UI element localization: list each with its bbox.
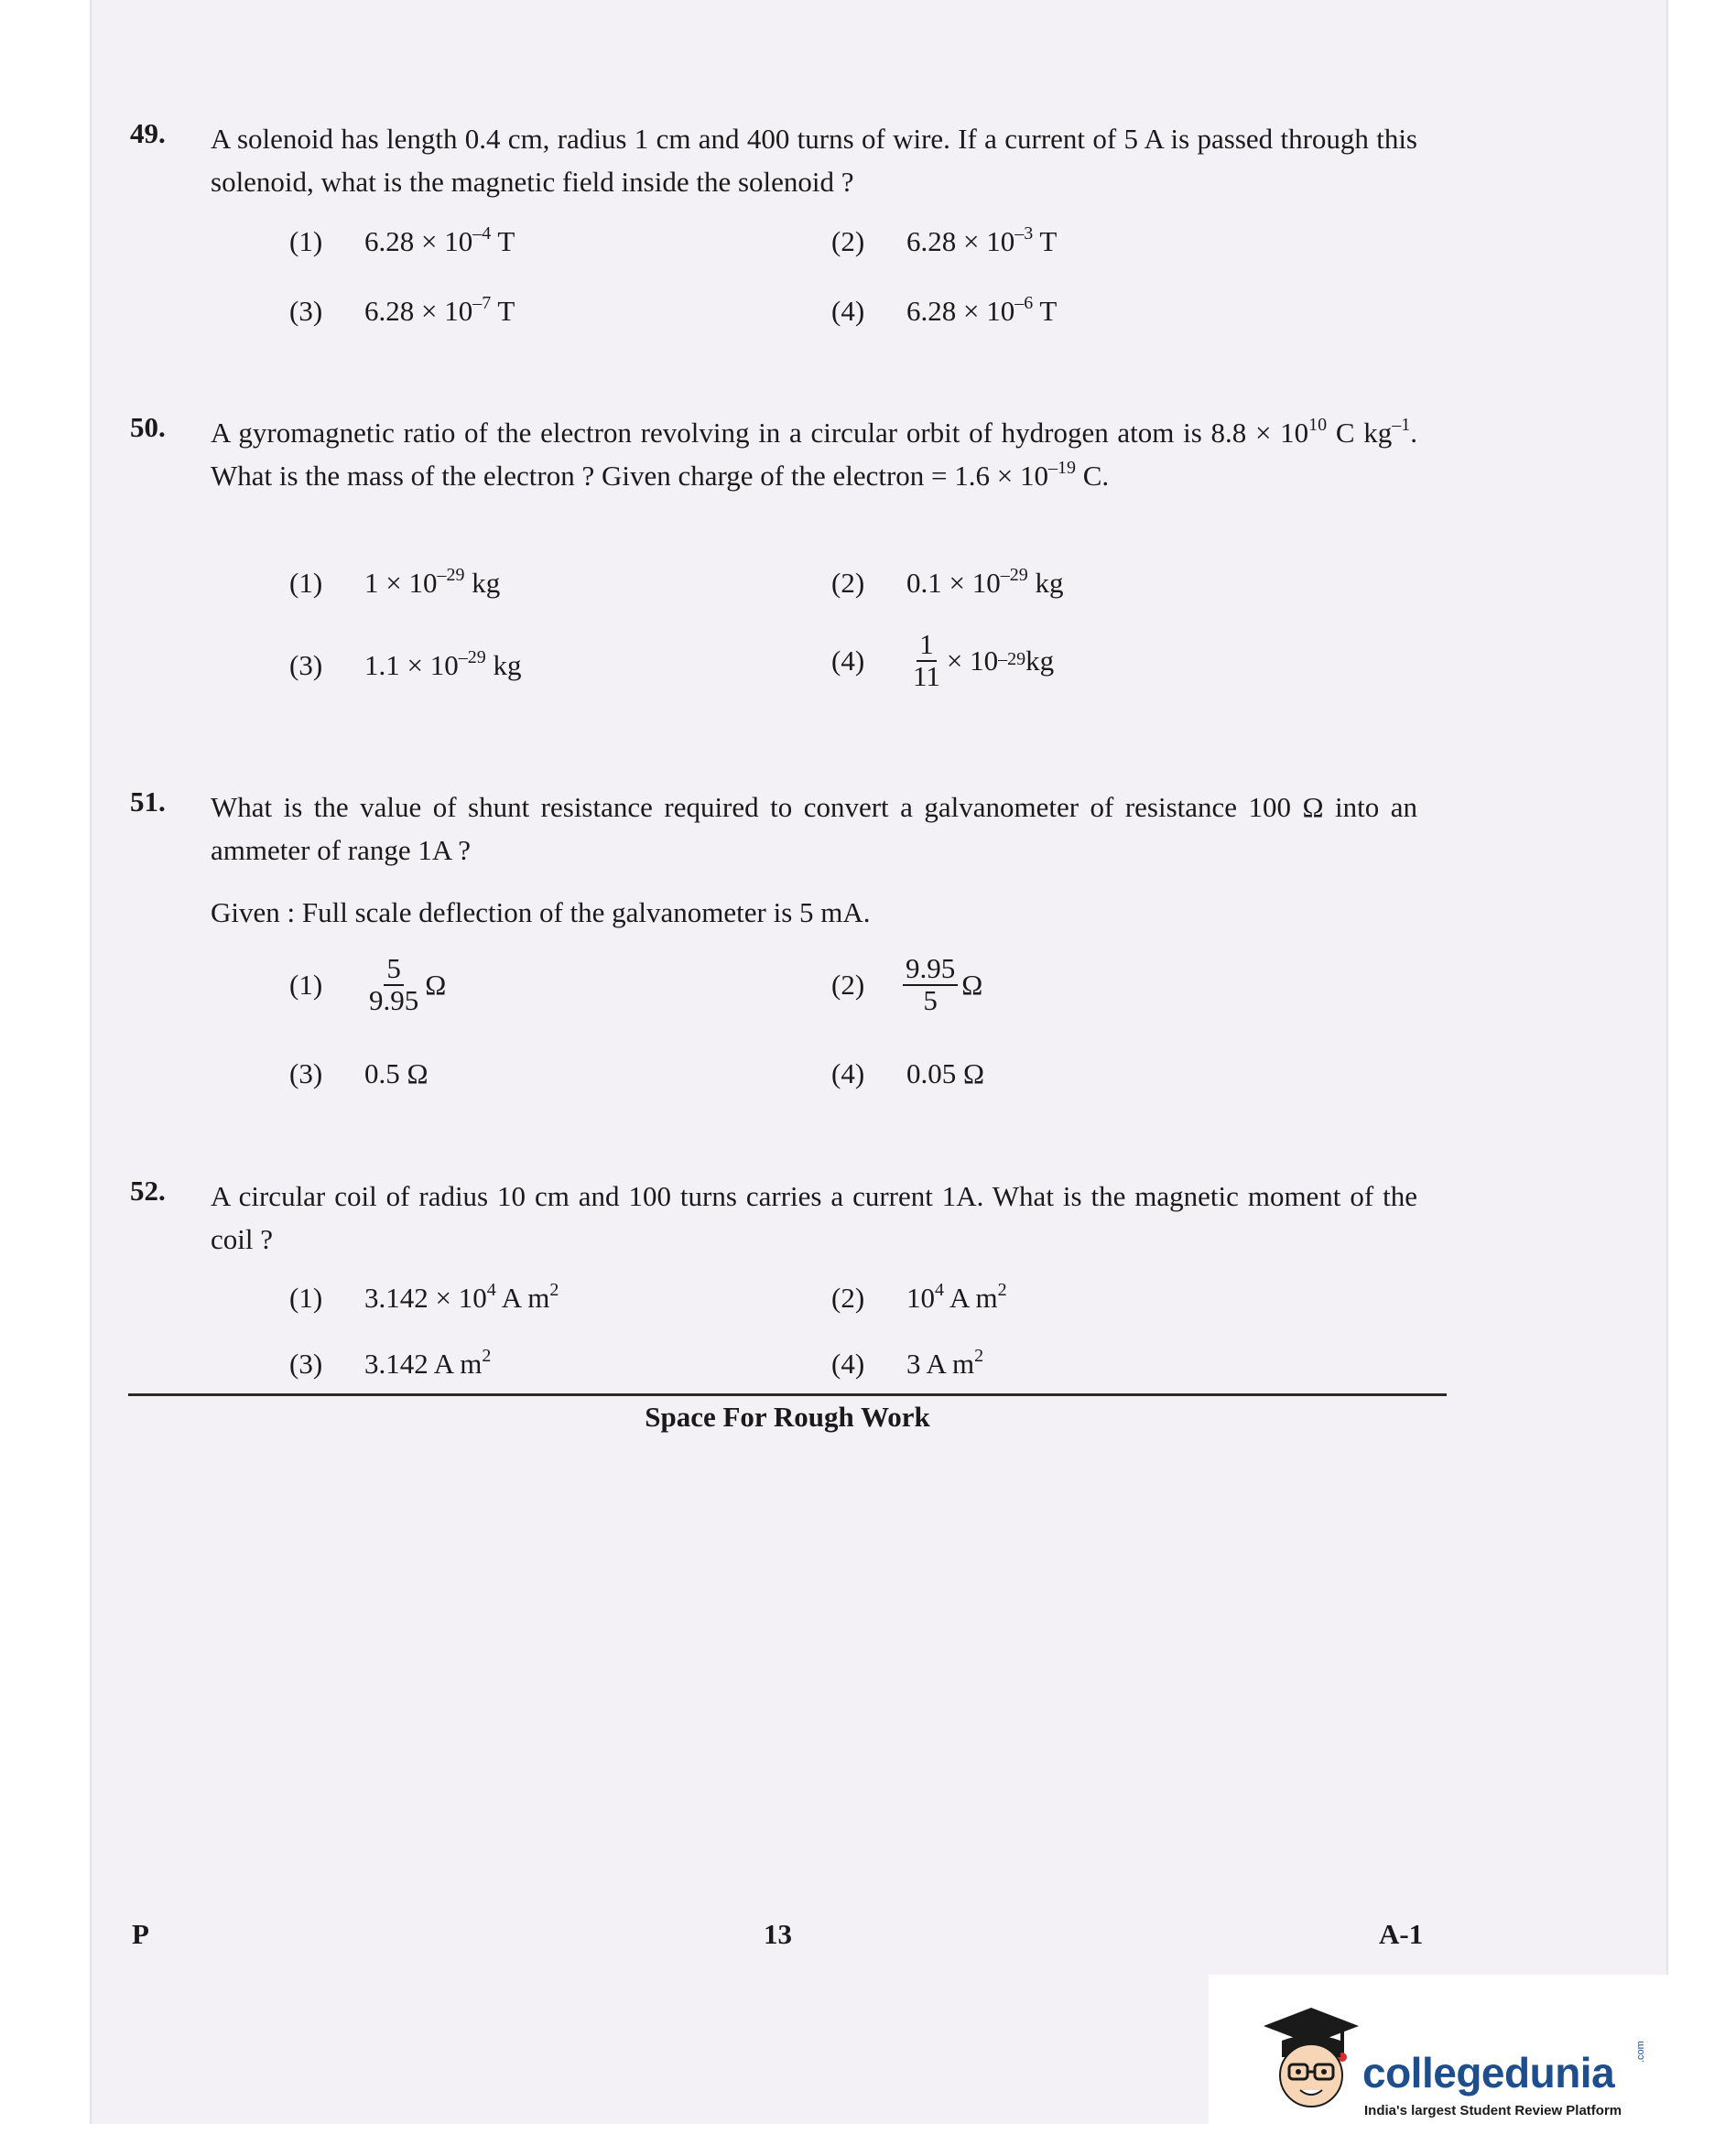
question-given: Given : Full scale deflection of the galvanometer is 5 mA. — [211, 896, 871, 928]
divider — [128, 1393, 1447, 1396]
option: (1) $6.28 \times 10^{-4}$ T — [289, 222, 515, 257]
rough-work-label: Space For Rough Work — [645, 1401, 930, 1433]
footer-set-code: P — [132, 1918, 149, 1950]
question-number: 51. — [130, 785, 166, 818]
question-text: A solenoid has length 0.4 cm, radius 1 cm and 400 turns of wire. If a current of 5 A is passed through this solenoid, what is the magnetic field inside the solenoid ? — [211, 123, 1417, 198]
brand-tagline: India's largest Student Review Platform — [1364, 2103, 1622, 2118]
question-number: 52. — [130, 1175, 166, 1207]
question-number: 50. — [130, 411, 166, 443]
option: (3) 0.5 Ω — [289, 1057, 429, 1089]
option: (4) $6.28 \times 10^{-6}$ T — [831, 292, 1058, 327]
page-number: 13 — [764, 1918, 792, 1950]
option: (3) $1.1 \times 10^{-29}$ kg — [289, 646, 522, 681]
fraction: $\frac{1}{11}$ — [913, 628, 940, 692]
student-mascot-icon — [1256, 2002, 1366, 2121]
brand-logo — [1209, 1975, 1676, 2156]
question-number: 49. — [130, 117, 166, 149]
question-text: A circular coil of radius 10 cm and 100 turns carries a current 1A. What is the magnetic moment of the coil ? — [211, 1180, 1417, 1255]
option: (4) 0.05 Ω — [831, 1057, 985, 1089]
option: (1) $1 \times 10^{-29}$ kg — [289, 564, 501, 599]
option: (4) 3 A $m^2$ — [831, 1345, 984, 1380]
question-text: A gyromagnetic ratio of the electron revolving in a circular orbit of hydrogen atom is $8.8 \times 10^{10}$ C $kg^{-1}$. What is the mass of the electron ? Given charge of the electron = $1.6 \times 10^{-19}$ C. — [211, 414, 1417, 492]
option: (2) $6.28 \times 10^{-3}$ T — [831, 222, 1058, 257]
option: (2) $10^4$ A $m^2$ — [831, 1279, 1007, 1314]
option: (1) $3.142 \times 10^4$ A $m^2$ — [289, 1279, 559, 1314]
option: (4) $\frac{1}{11}$ × 10 $^{-29}$ kg — [831, 628, 1055, 692]
question-text: What is the value of shunt resistance required to convert a galvanometer of resistance 100 Ω into an ammeter of range 1A ? — [211, 791, 1417, 866]
footer-booklet-code: A-1 — [1379, 1918, 1424, 1950]
option: (2) $\frac{9.95}{5}$ Ω — [831, 952, 983, 1016]
fraction: $\frac{5}{9.95}$ — [369, 952, 419, 1016]
brand-suffix: .com — [1635, 2041, 1646, 2063]
fraction: $\frac{9.95}{5}$ — [903, 954, 958, 1015]
option: (2) $0.1 \times 10^{-29}$ kg — [831, 564, 1064, 599]
option: (3) $6.28 \times 10^{-7}$ T — [289, 292, 515, 327]
option: (3) 3.142 A $m^2$ — [289, 1345, 492, 1380]
brand-name: collegedunia — [1362, 2049, 1615, 2096]
option: (1) $\frac{5}{9.95}$ Ω — [289, 952, 447, 1016]
